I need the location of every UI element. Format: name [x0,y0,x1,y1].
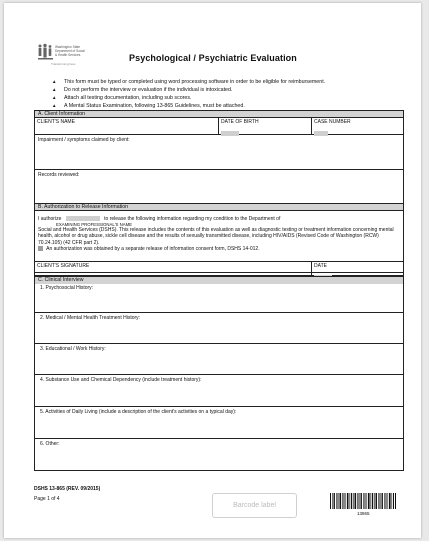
org-name: Washington State Department of Social & Health Services [55,45,85,57]
question-field[interactable] [34,283,404,313]
section-c-heading: C. Clinical Interview [35,277,403,284]
form-id: DSHS 13-865 (REV. 09/2015) [34,486,101,492]
case-number-label: CASE NUMBER [314,119,351,125]
authorization-block [35,211,403,252]
question-field[interactable] [34,375,404,407]
org-tagline: Transforming lives [51,62,76,66]
dob-label: DATE OF BIRTH [221,119,259,125]
form-page [4,3,421,538]
instruction-item: ▲ Attach all testing documentation, including sub scores. [52,94,402,102]
examiner-name-input[interactable] [66,216,100,221]
separate-release-checkbox[interactable] [38,246,43,251]
case-number-field[interactable] [312,118,405,134]
records-field[interactable] [35,170,403,202]
signature-date-field[interactable] [312,262,405,275]
question-label: 5. Activities of Daily Living (include a description of the client's activities on a typical day): [40,409,237,415]
barcode-icon [330,493,396,509]
barcode-number: 13865 [357,511,370,516]
signature-date-label: DATE [314,263,327,269]
case-number-input[interactable] [314,131,328,136]
examiner-label: EXAMINING PROFESSIONAL'S NAME [56,222,133,228]
people-icon [37,43,54,63]
client-info-row [35,118,403,135]
separate-release-text: An authorization was obtained by a separate release of information consent form, DSHS 14-012. [46,245,260,252]
question-label: 1. Psychosocial History: [40,285,94,291]
client-name-label: CLIENT'S NAME [37,119,75,125]
impairment-label: Impairment / symptoms claimed by client: [38,137,130,143]
page-number: Page 1 of 4 [34,496,60,502]
dob-field[interactable] [219,118,312,134]
instruction-item: ▲ This form must be typed or completed using word processing software in order to be eligible for reimbursement. [52,78,402,86]
question-label: 2. Medical / Mental Health Treatment History: [40,315,141,321]
instruction-item: ▲ A Mental Status Examination, following 13-865 Guidelines, must be attached. [52,102,402,110]
question-field[interactable] [34,344,404,375]
signature-row [34,261,404,276]
question-label: 4. Substance Use and Chemical Dependency (include treatment history): [40,377,202,383]
authorize-suffix: to release the following information regarding my condition to the Department of [104,216,281,222]
dshs-logo [37,43,92,69]
barcode-label-box: Barcode label [212,493,297,518]
question-field[interactable] [34,313,404,344]
section-b-heading: B. Authorization to Release Information [35,204,403,211]
question-label: 6. Other: [40,441,60,447]
signature-label: CLIENT'S SIGNATURE [37,263,90,269]
records-label: Records reviewed: [38,172,80,178]
section-a-heading: A. Client Information [35,111,403,118]
section-a [34,110,404,204]
client-signature-field[interactable] [35,262,312,275]
client-name-field[interactable] [35,118,219,134]
instructions-list [52,78,402,110]
question-field[interactable] [34,439,404,471]
instruction-item: ▲ Do not perform the interview or evaluation if the individual is intoxicated. [52,86,402,94]
question-field[interactable] [34,407,404,439]
page-title: Psychological / Psychiatric Evaluation [129,53,297,63]
authorize-prefix: I authorize [38,216,62,222]
release-text: Social and Health Services (DSHS). This release includes the contents of this evaluation as well as diagnostic testing or treatment information concerning mental health, alcohol or drug abuse, sickle cell disease and the results of sexually transmitted disease, including HIV/AIDS (Revised Code of Washington (RCW) 70.24.105) (42 CFR part 2). [38,227,394,246]
question-label: 3. Educational / Work History: [40,346,106,352]
dob-input[interactable] [221,131,239,136]
